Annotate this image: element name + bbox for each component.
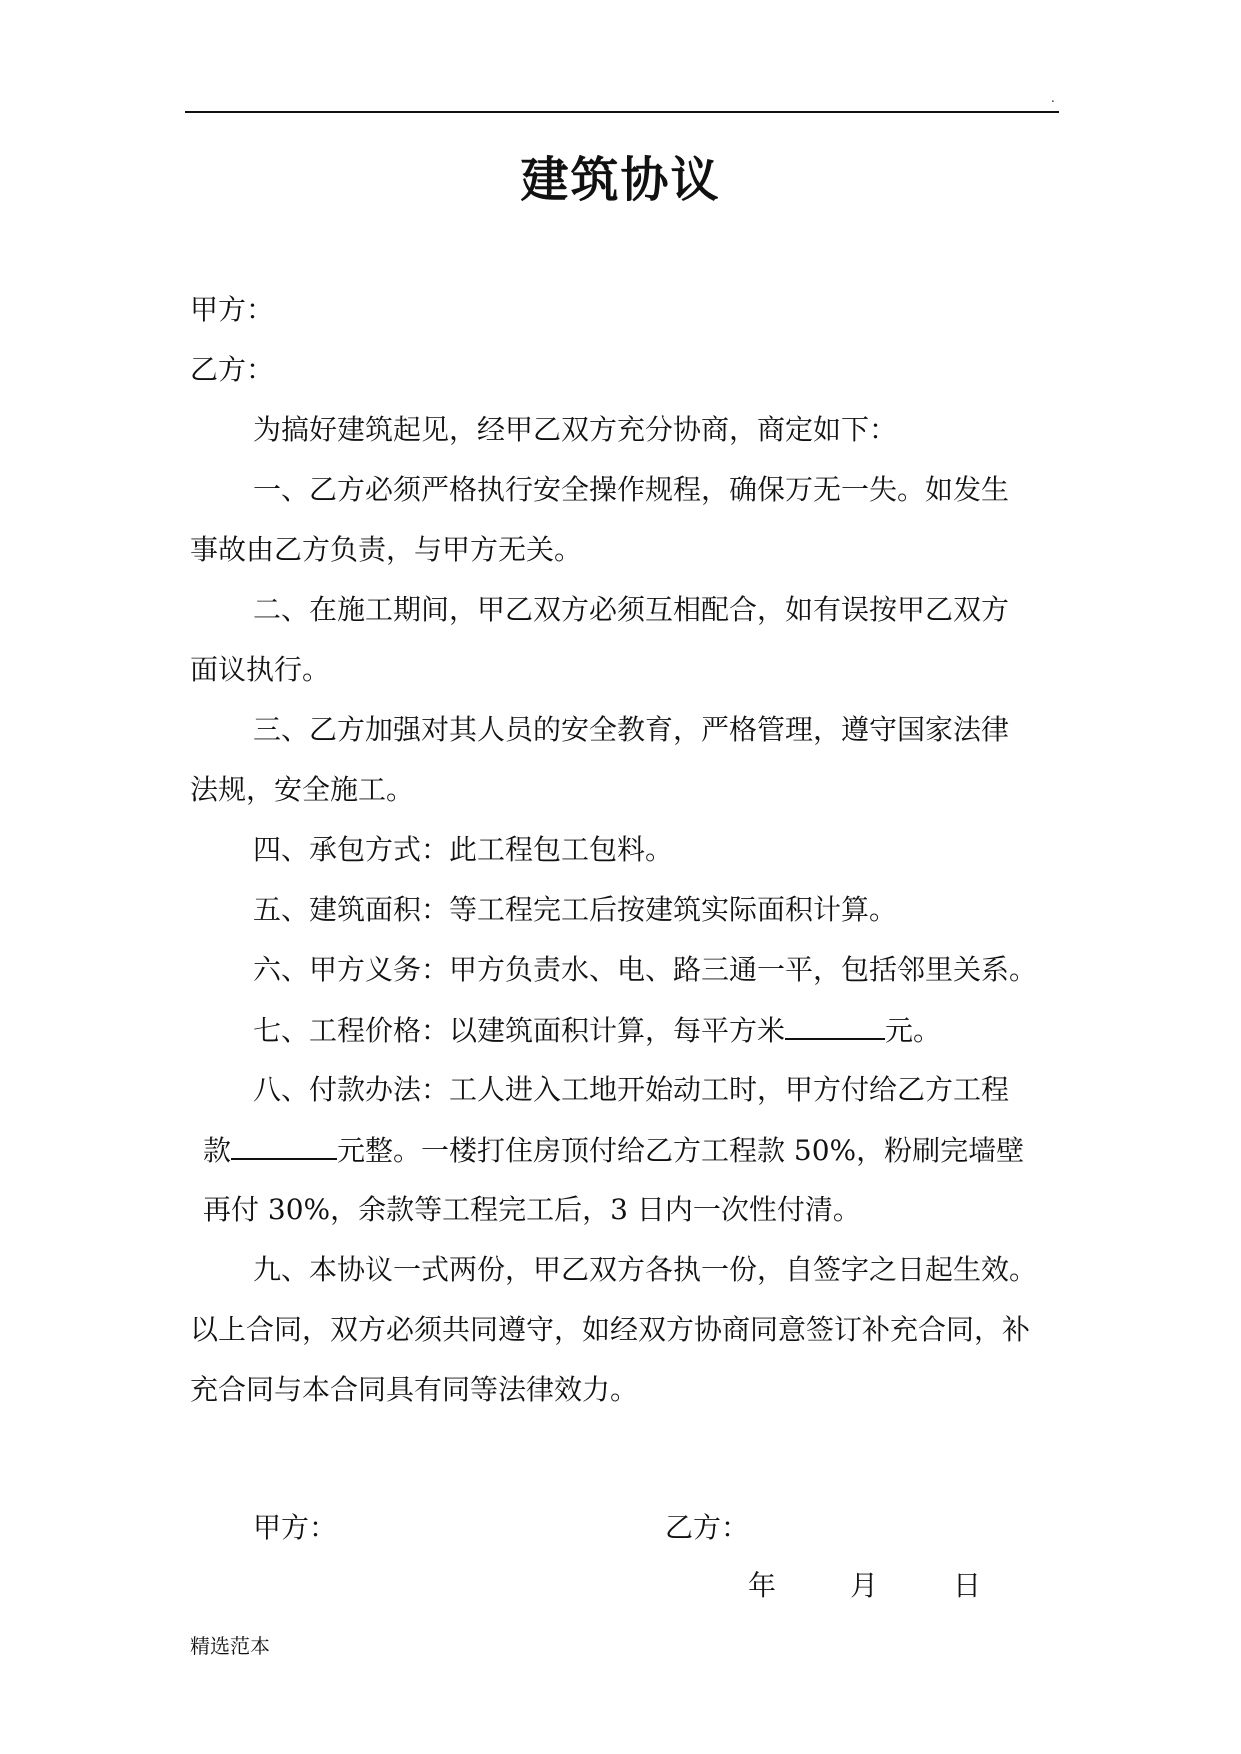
party-a-label: 甲方： [190,293,275,326]
clause-6: 六、甲方义务：甲方负责水、电、路三通一平，包括邻里关系。 [253,953,1038,986]
clause-8-line-3: 再付 30%，余款等工程完工后，3 日内一次性付清。 [203,1193,861,1226]
clause-3-line-1: 三、乙方加强对其人员的安全教育，严格管理，遵守国家法律 [253,713,1010,746]
document-title: 建筑协议 [520,152,721,208]
header-dot: . [1051,91,1055,105]
clause-9-line-3: 充合同与本合同具有同等法律效力。 [190,1373,639,1406]
price-blank [785,1010,885,1040]
clause-5: 五、建筑面积：等工程完工后按建筑实际面积计算。 [253,893,898,926]
clause-1-line-2: 事故由乙方负责，与甲方无关。 [190,533,583,566]
clause-2-line-2: 面议执行。 [190,653,331,686]
clause-7-suffix: 元。 [885,1014,942,1047]
clause-8-line-1: 八、付款办法：工人进入工地开始动工时，甲方付给乙方工程 [253,1073,1010,1106]
signature-party-a: 甲方： [253,1511,338,1544]
clause-8-suffix: 元整。一楼打住房顶付给乙方工程款 50%，粉刷完墙壁 [337,1134,1025,1167]
signature-party-b: 乙方： [665,1511,750,1544]
intro-line: 为搞好建筑起见，经甲乙双方充分协商，商定如下： [253,413,898,446]
clause-1-line-1: 一、乙方必须严格执行安全操作规程，确保万无一失。如发生 [253,473,1010,506]
date-month: 月 [850,1569,879,1602]
date-day: 日 [953,1569,982,1602]
clause-2-line-1: 二、在施工期间，甲乙双方必须互相配合，如有误按甲乙双方 [253,593,1010,626]
date-year: 年 [748,1569,777,1602]
clause-9-line-2: 以上合同，双方必须共同遵守，如经双方协商同意签订补充合同，补 [190,1313,1031,1346]
clause-3-line-2: 法规，安全施工。 [190,773,415,806]
clause-7 [253,1010,941,1051]
clause-8-line-2 [203,1130,1024,1171]
clause-8-prefix: 款 [203,1134,232,1167]
payment-blank [231,1130,337,1160]
footer-text: 精选范本 [190,1634,270,1658]
party-b-label: 乙方： [190,353,275,386]
clause-9-line-1: 九、本协议一式两份，甲乙双方各执一份，自签字之日起生效。 [253,1253,1038,1286]
header-rule [185,111,1059,113]
clause-7-prefix: 七、工程价格：以建筑面积计算，每平方米 [253,1014,786,1047]
clause-4: 四、承包方式：此工程包工包料。 [253,833,674,866]
